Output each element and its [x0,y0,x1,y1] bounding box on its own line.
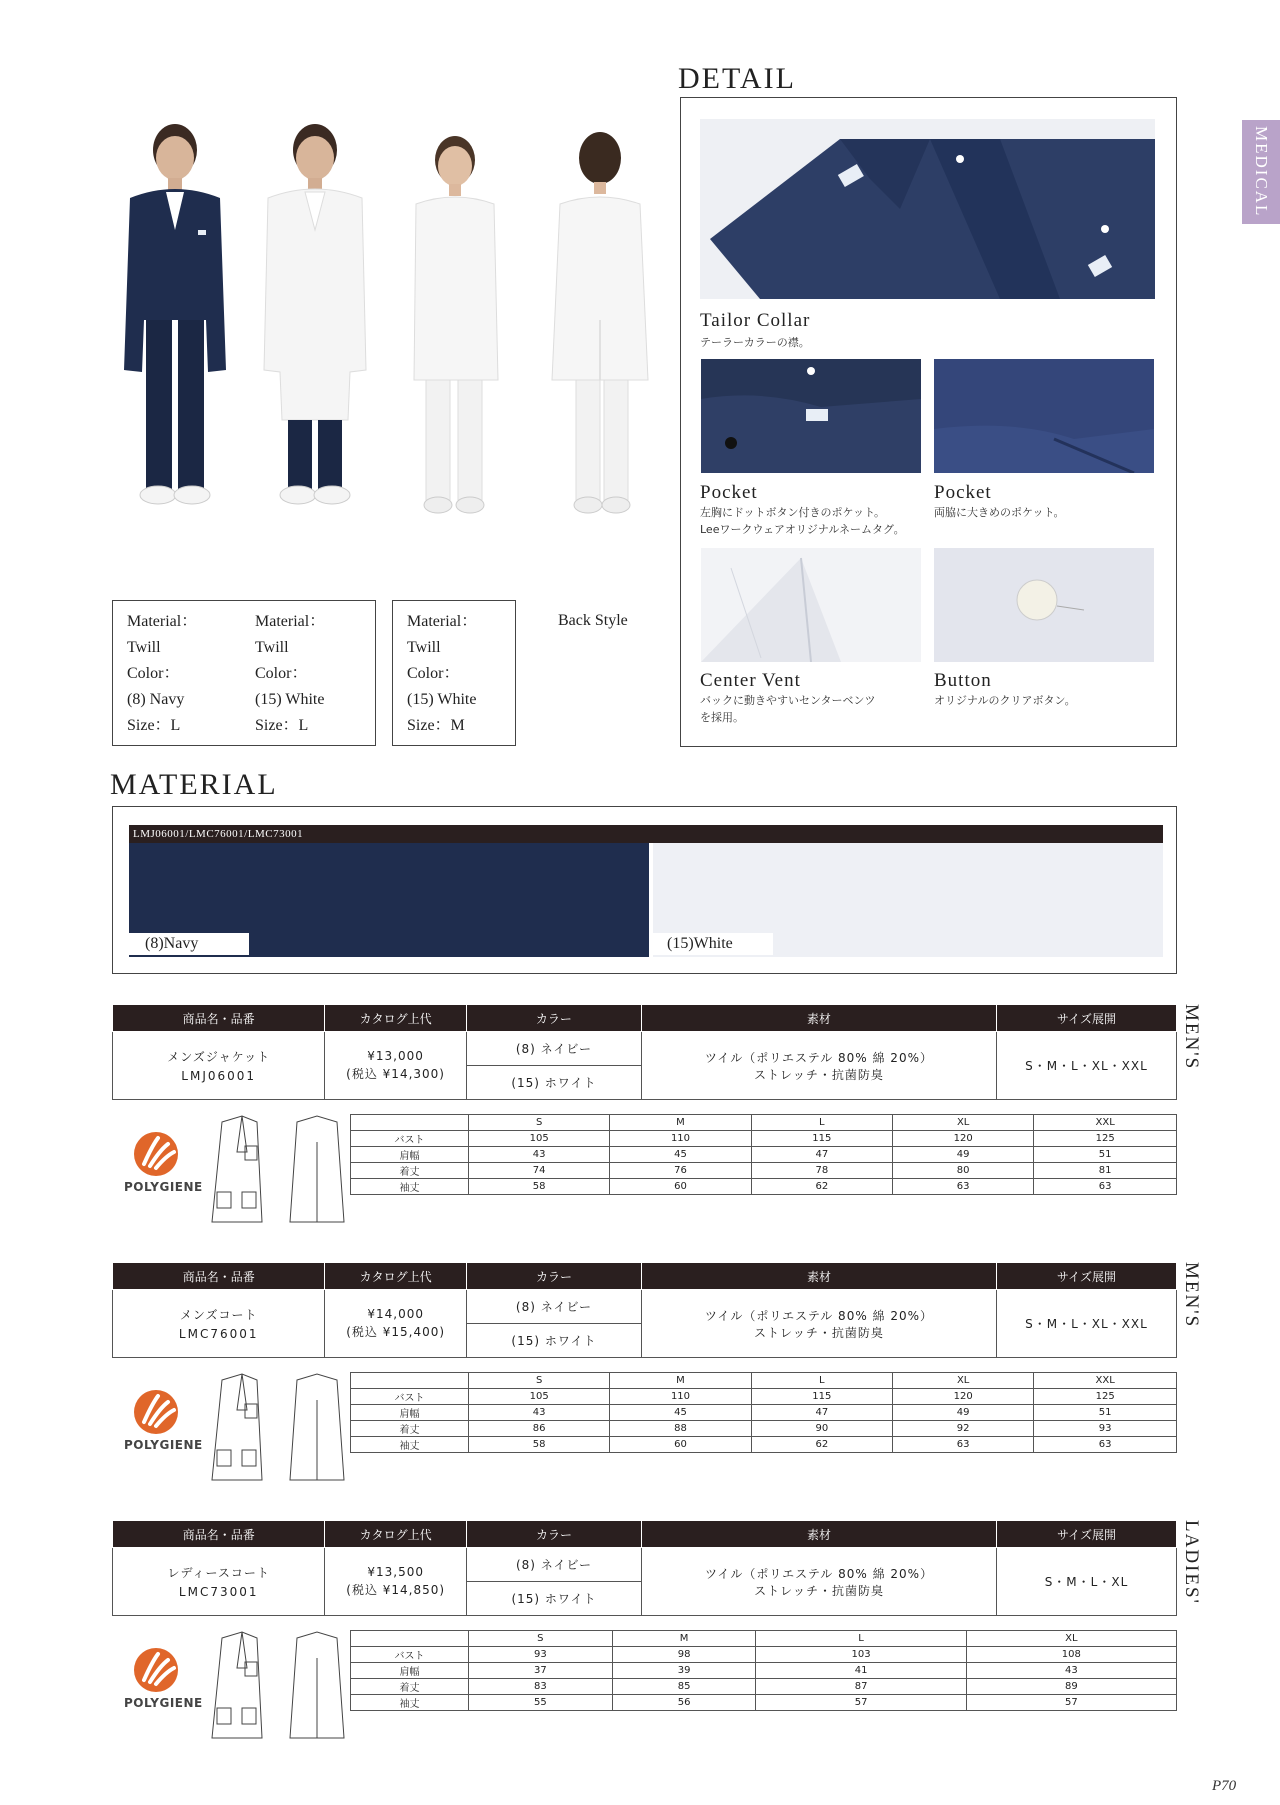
size-row-label: 肩幅 [351,1663,469,1679]
size-value: 43 [469,1405,610,1421]
size-value: 47 [751,1147,892,1163]
product-sizes-cell: S・M・L・XL・XXL [996,1290,1176,1358]
model-info-navy: Material： Twill Color： (8) Navy Size：L [127,613,198,734]
size-col-header: M [610,1115,751,1131]
size-value: 78 [751,1163,892,1179]
size-col-header: S [469,1115,610,1131]
size-value: 110 [610,1131,751,1147]
model-photos [100,120,680,600]
size-value: 120 [892,1389,1033,1405]
polygiene-logo-text: POLYGIENE [124,1438,203,1452]
size-row-label: 袖丈 [351,1179,469,1195]
size-value: 51 [1034,1405,1177,1421]
size-col-header: L [751,1373,892,1389]
model-navy-jacket [124,124,226,504]
model-back-view [552,132,648,513]
header-price: カタログ上代 [325,1005,466,1032]
product-name-cell: メンズコート LMC76001 [113,1290,325,1358]
size-value: 43 [469,1147,610,1163]
header-sizes: サイズ展開 [996,1005,1176,1032]
material-box [112,806,1177,974]
size-value: 115 [751,1389,892,1405]
size-row [351,1147,1177,1163]
size-row-label: 着丈 [351,1163,469,1179]
material-codes-bar: LMJ06001/LMC76001/LMC73001 [129,825,1163,843]
detail-caption-button-en: Button [934,670,992,691]
page-number: P70 [1212,1778,1237,1794]
size-row [351,1163,1177,1179]
size-value: 63 [1034,1179,1177,1195]
model-info-box-mens [112,600,376,746]
detail-caption-collar-jp: テーラーカラーの襟。 [700,336,810,349]
product-section [112,1520,1212,1760]
back-style-label: Back Style [558,612,628,629]
size-value: 115 [751,1131,892,1147]
model-white-coat-woman [414,136,498,513]
category-label: MEN'S [1181,1262,1202,1329]
size-table [350,1630,1177,1711]
product-price-cell: ¥13,500 (税込 ¥14,850) [325,1548,466,1616]
size-value: 39 [612,1663,756,1679]
detail-title: DETAIL [678,62,796,95]
header-material: 素材 [642,1521,997,1548]
product-section [112,1004,1212,1244]
header-sizes: サイズ展開 [996,1263,1176,1290]
size-value: 76 [610,1163,751,1179]
detail-box [680,97,1177,747]
product-material-cell: ツイル（ポリエステル 80% 綿 20%） ストレッチ・抗菌防臭 [642,1548,997,1616]
product-table [112,1520,1177,1616]
category-label: LADIES' [1181,1520,1202,1605]
detail-caption-vent-en: Center Vent [700,670,801,691]
product-color2: (15) ホワイト [466,1324,641,1358]
header-sizes: サイズ展開 [996,1521,1176,1548]
size-value: 63 [892,1179,1033,1195]
size-row [351,1695,1177,1711]
size-row-label: 袖丈 [351,1437,469,1453]
size-col-header: S [469,1631,613,1647]
size-value: 93 [1034,1421,1177,1437]
model-white-coat-man [264,124,366,504]
detail-photo-pocket-side [934,359,1154,473]
header-color: カラー [466,1263,641,1290]
size-row [351,1405,1177,1421]
size-row [351,1131,1177,1147]
header-price: カタログ上代 [325,1521,466,1548]
size-row [351,1663,1177,1679]
size-row [351,1679,1177,1695]
size-row-label: バスト [351,1131,469,1147]
size-row [351,1389,1177,1405]
size-col-header: L [751,1115,892,1131]
size-value: 74 [469,1163,610,1179]
size-value: 92 [892,1421,1033,1437]
size-value: 41 [756,1663,966,1679]
swatch-navy-label: (8)Navy [129,933,249,955]
size-value: 63 [1034,1437,1177,1453]
size-value: 45 [610,1405,751,1421]
size-col-header: M [612,1631,756,1647]
size-value: 51 [1034,1147,1177,1163]
size-value: 63 [892,1437,1033,1453]
detail-caption-pocket2-en: Pocket [934,482,992,503]
model-info-box-ladies: Material： Twill Color： (15) White Size：M [392,600,516,746]
swatch-white-label: (15)White [651,933,773,955]
size-value: 62 [751,1437,892,1453]
size-value: 57 [966,1695,1176,1711]
product-material-cell: ツイル（ポリエステル 80% 綿 20%） ストレッチ・抗菌防臭 [641,1032,996,1100]
size-col-header: S [469,1373,610,1389]
detail-caption-vent-jp: バックに動きやすいセンターベンツ を採用。 [700,694,876,724]
detail-photo-pocket-chest [701,359,921,473]
header-name: 商品名・品番 [113,1521,325,1548]
product-table [112,1004,1177,1100]
detail-photo-center-vent [701,548,921,662]
size-col-header: XL [966,1631,1176,1647]
product-name-cell: メンズジャケット LMJ06001 [113,1032,325,1100]
detail-caption-pocket2-jp: 両脇に大きめのポケット。 [934,506,1065,519]
size-header-blank [351,1373,469,1389]
size-value: 110 [610,1389,751,1405]
size-value: 120 [892,1131,1033,1147]
side-tab-medical: MEDICAL [1242,120,1280,224]
size-value: 43 [966,1663,1176,1679]
size-value: 85 [612,1679,756,1695]
size-col-header: XL [892,1115,1033,1131]
size-value: 81 [1034,1163,1177,1179]
size-value: 83 [469,1679,613,1695]
size-value: 57 [756,1695,966,1711]
garment-sketch [202,1628,362,1748]
size-value: 58 [469,1437,610,1453]
size-header-blank [351,1631,469,1647]
size-value: 125 [1034,1131,1177,1147]
size-value: 98 [612,1647,756,1663]
polygiene-logo-text: POLYGIENE [124,1180,203,1194]
size-value: 49 [892,1405,1033,1421]
size-table [350,1372,1177,1453]
product-sizes-cell: S・M・L・XL・XXL [996,1032,1176,1100]
header-name: 商品名・品番 [113,1005,325,1032]
size-value: 80 [892,1163,1033,1179]
product-sizes-cell: S・M・L・XL [996,1548,1176,1616]
product-table [112,1262,1177,1358]
size-table [350,1114,1177,1195]
detail-caption-collar-en: Tailor Collar [700,310,811,331]
size-value: 45 [610,1147,751,1163]
garment-sketch [202,1370,362,1490]
size-row-label: 肩幅 [351,1147,469,1163]
size-value: 60 [610,1437,751,1453]
size-row-label: 着丈 [351,1421,469,1437]
size-value: 88 [610,1421,751,1437]
size-value: 55 [469,1695,613,1711]
size-row [351,1179,1177,1195]
product-price-cell: ¥13,000 (税込 ¥14,300) [325,1032,466,1100]
size-col-header: M [610,1373,751,1389]
size-row [351,1647,1177,1663]
header-price: カタログ上代 [325,1263,466,1290]
polygiene-logo-text: POLYGIENE [124,1696,203,1710]
product-color2: (15) ホワイト [466,1066,641,1100]
product-color2: (15) ホワイト [466,1582,641,1616]
size-value: 87 [756,1679,966,1695]
size-row-label: 肩幅 [351,1405,469,1421]
detail-caption-button-jp: オリジナルのクリアボタン。 [934,694,1076,707]
detail-caption-pocket1-en: Pocket [700,482,758,503]
size-value: 60 [610,1179,751,1195]
size-value: 58 [469,1179,610,1195]
product-section [112,1262,1212,1502]
detail-photo-collar [700,119,1155,299]
header-color: カラー [466,1521,641,1548]
size-row-label: 袖丈 [351,1695,469,1711]
size-col-header: L [756,1631,966,1647]
header-material: 素材 [642,1263,997,1290]
size-row-label: バスト [351,1389,469,1405]
size-value: 93 [469,1647,613,1663]
header-name: 商品名・品番 [113,1263,325,1290]
size-header-blank [351,1115,469,1131]
size-value: 103 [756,1647,966,1663]
product-material-cell: ツイル（ポリエステル 80% 綿 20%） ストレッチ・抗菌防臭 [642,1290,997,1358]
model-info-white-man: Material： Twill Color： (15) White Size：L [255,613,326,734]
garment-sketch [202,1112,362,1232]
size-value: 108 [966,1647,1176,1663]
product-name-cell: レディースコート LMC73001 [113,1548,325,1616]
material-title: MATERIAL [110,768,278,801]
size-value: 105 [469,1389,610,1405]
size-row [351,1437,1177,1453]
header-material: 素材 [641,1005,996,1032]
size-col-header: XXL [1034,1373,1177,1389]
product-color1: (8) ネイビー [466,1290,641,1324]
size-value: 56 [612,1695,756,1711]
size-col-header: XXL [1034,1115,1177,1131]
size-value: 86 [469,1421,610,1437]
size-value: 89 [966,1679,1176,1695]
size-value: 62 [751,1179,892,1195]
size-row [351,1421,1177,1437]
size-row-label: 着丈 [351,1679,469,1695]
detail-caption-pocket1-jp: 左胸にドットボタン付きのポケット。 Leeワークウェアオリジナルネームタグ。 [700,506,905,536]
header-color: カラー [466,1005,641,1032]
size-value: 47 [751,1405,892,1421]
size-col-header: XL [892,1373,1033,1389]
size-value: 90 [751,1421,892,1437]
size-value: 49 [892,1147,1033,1163]
size-value: 105 [469,1131,610,1147]
product-color1: (8) ネイビー [466,1032,641,1066]
size-value: 125 [1034,1389,1177,1405]
size-value: 37 [469,1663,613,1679]
category-label: MEN'S [1181,1004,1202,1071]
product-color1: (8) ネイビー [466,1548,641,1582]
product-price-cell: ¥14,000 (税込 ¥15,400) [325,1290,466,1358]
detail-photo-button [934,548,1154,662]
size-row-label: バスト [351,1647,469,1663]
